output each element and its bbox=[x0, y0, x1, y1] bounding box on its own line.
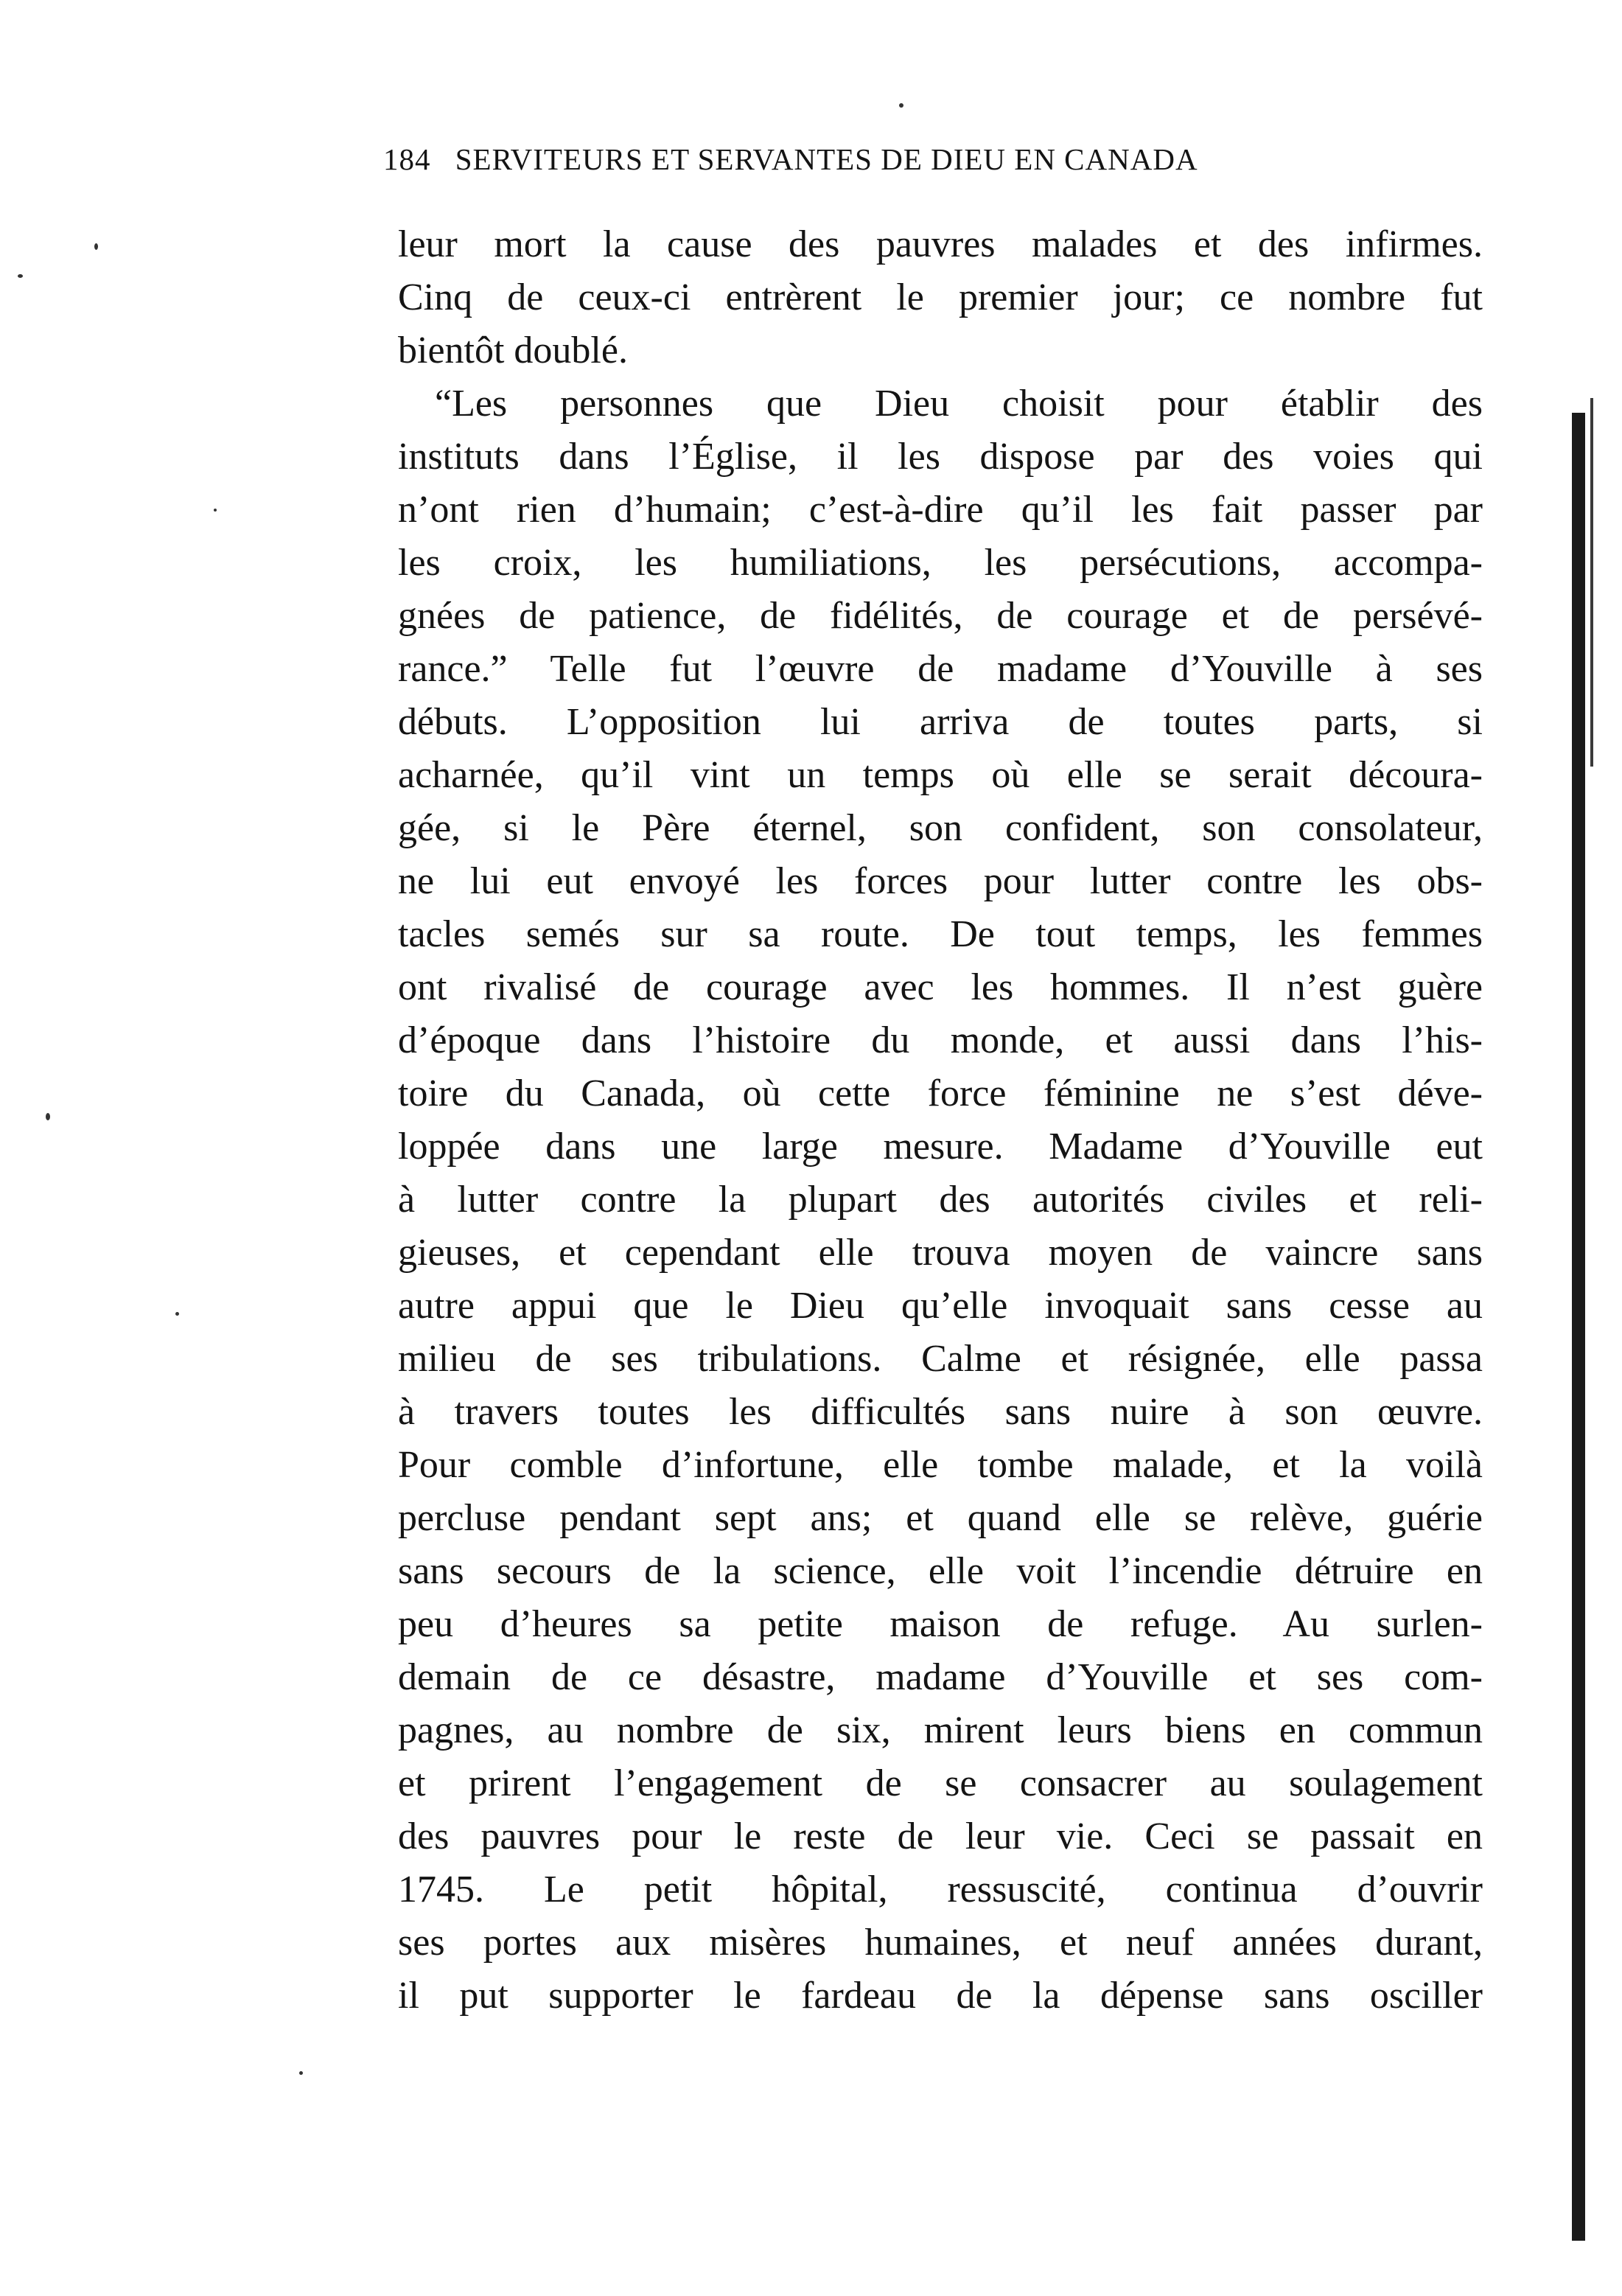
text-line: gée, si le Père éternel, son confident, son consolateur, bbox=[398, 807, 1483, 849]
text-line: et prirent l’engagement de se consacrer au soulagement bbox=[398, 1762, 1483, 1804]
scan-speck bbox=[175, 1312, 179, 1316]
text-line: tacles semés sur sa route. De tout temps, les femmes bbox=[398, 913, 1483, 955]
scan-speck bbox=[899, 103, 903, 108]
text-line: sans secours de la science, elle voit l’incendie détruire en bbox=[398, 1550, 1483, 1592]
text-line: rance.” Telle fut l’œuvre de madame d’Youville à ses bbox=[398, 648, 1483, 690]
text-line: ont rivalisé de courage avec les hommes. Il n’est guère bbox=[398, 966, 1483, 1008]
text-line: il put supporter le fardeau de la dépense sans osciller bbox=[398, 1975, 1483, 2017]
text-line: loppée dans une large mesure. Madame d’Youville eut bbox=[398, 1126, 1483, 1168]
text-line: ne lui eut envoyé les forces pour lutter contre les obs- bbox=[398, 860, 1483, 902]
scan-speck bbox=[94, 243, 98, 250]
text-line: gieuses, et cependant elle trouva moyen de vaincre sans bbox=[398, 1232, 1483, 1274]
scan-speck bbox=[46, 1113, 50, 1120]
text-line: instituts dans l’Église, il les dispose par des voies qui bbox=[398, 436, 1483, 478]
text-line: à travers toutes les difficultés sans nuire à son œuvre. bbox=[398, 1391, 1483, 1433]
text-line: acharnée, qu’il vint un temps où elle se serait découra- bbox=[398, 754, 1483, 796]
scan-speck bbox=[299, 2071, 303, 2075]
text-line: ses portes aux misères humaines, et neuf années durant, bbox=[398, 1922, 1483, 1964]
text-line: débuts. L’opposition lui arriva de toutes parts, si bbox=[398, 701, 1483, 743]
text-line: bientôt doublé. bbox=[398, 329, 628, 371]
text-line: à lutter contre la plupart des autorités civiles et reli- bbox=[398, 1179, 1483, 1221]
running-title: SERVITEURS ET SERVANTES DE DIEU EN CANADA bbox=[455, 142, 1198, 176]
running-head bbox=[383, 142, 1415, 186]
text-line: 1745. Le petit hôpital, ressuscité, continua d’ouvrir bbox=[398, 1868, 1483, 1911]
text-line: pagnes, au nombre de six, mirent leurs biens en commun bbox=[398, 1709, 1483, 1751]
text-line: les croix, les humiliations, les persécutions, accompa- bbox=[398, 542, 1483, 584]
body-text bbox=[398, 218, 1483, 2023]
text-line: percluse pendant sept ans; et quand elle se relève, guérie bbox=[398, 1497, 1483, 1539]
text-line: milieu de ses tribulations. Calme et résignée, elle passa bbox=[398, 1338, 1483, 1380]
text-line: Pour comble d’infortune, elle tombe malade, et la voilà bbox=[398, 1444, 1483, 1486]
page-number: 184 bbox=[383, 142, 431, 176]
scan-speck bbox=[18, 274, 23, 278]
scan-speck bbox=[214, 509, 217, 512]
text-line: d’époque dans l’histoire du monde, et aussi dans l’his- bbox=[398, 1019, 1483, 1061]
text-line: gnées de patience, de fidélités, de courage et de persévé- bbox=[398, 595, 1483, 637]
text-line: demain de ce désastre, madame d’Youville et ses com- bbox=[398, 1656, 1483, 1698]
text-line: leur mort la cause des pauvres malades et des infirmes. bbox=[398, 223, 1483, 265]
paragraph-start-line: “Les personnes que Dieu choisit pour établir des bbox=[435, 383, 1483, 425]
text-line: toire du Canada, où cette force féminine ne s’est déve- bbox=[398, 1072, 1483, 1114]
text-line: Cinq de ceux-ci entrèrent le premier jour; ce nombre fut bbox=[398, 276, 1483, 318]
page-edge-line bbox=[1590, 398, 1593, 767]
text-line: n’ont rien d’humain; c’est-à-dire qu’il les fait passer par bbox=[398, 489, 1483, 531]
text-line: des pauvres pour le reste de leur vie. Ceci se passait en bbox=[398, 1815, 1483, 1857]
text-line: autre appui que le Dieu qu’elle invoquait sans cesse au bbox=[398, 1285, 1483, 1327]
text-line: peu d’heures sa petite maison de refuge. Au surlen- bbox=[398, 1603, 1483, 1645]
page-edge-shadow bbox=[1572, 413, 1585, 2241]
